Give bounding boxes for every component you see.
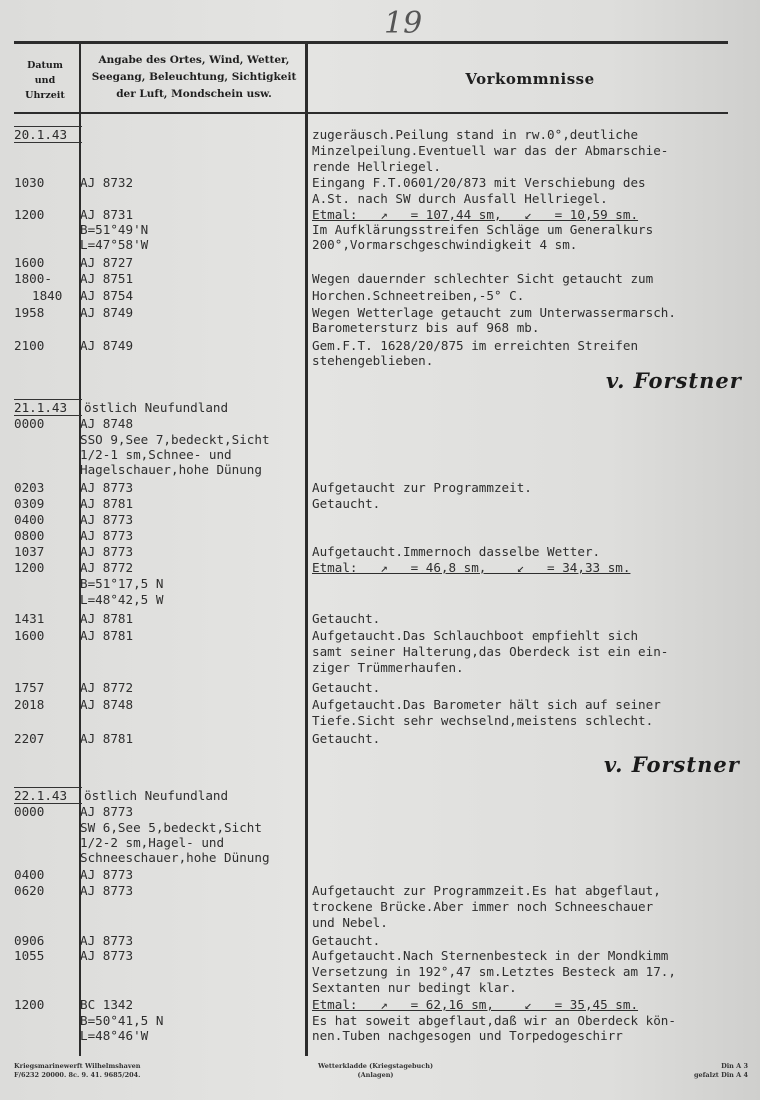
entry-time: 1030 xyxy=(14,175,45,190)
entry-place: AJ 8727 xyxy=(80,255,134,270)
entry-place: B=51°49'N xyxy=(80,222,149,237)
etmal-text: Etmal: ↗ = 46,8 sm, ↙ = 34,33 sm. xyxy=(312,560,631,575)
entry-time: 0400 xyxy=(14,512,45,527)
entry-time: 1757 xyxy=(14,680,45,695)
entry-place: AJ 8781 xyxy=(80,731,134,746)
event-text: Getaucht. xyxy=(312,933,381,948)
event-text: Getaucht. xyxy=(312,611,381,626)
position-lat: B=50°41,5 N xyxy=(80,1013,164,1028)
entry-time: 0000 xyxy=(14,804,45,819)
entry-time: 0000 xyxy=(14,416,45,431)
entry-time: 1800- xyxy=(14,271,52,286)
event-text: Getaucht. xyxy=(312,680,381,695)
event-text: A.St. nach SW durch Ausfall Hellriegel. xyxy=(312,191,608,206)
event-text: Aufgetaucht.Nach Sternenbesteck in der Mondkimm xyxy=(312,948,669,963)
event-text: und Nebel. xyxy=(312,915,388,930)
entry-place: AJ 8748 xyxy=(80,697,134,712)
event-text: 200°,Vormarschgeschwindigkeit 4 sm. xyxy=(312,237,578,252)
header-date-line: Datum xyxy=(27,60,63,71)
entry-place: AJ 8732 xyxy=(80,175,134,190)
entry-date: 21.1.43 xyxy=(14,400,68,415)
entry-time: 1055 xyxy=(14,948,45,963)
entry-time: 2207 xyxy=(14,731,45,746)
entry-place: AJ 8749 xyxy=(80,305,134,320)
entry-place: AJ 8781 xyxy=(80,628,134,643)
entry-place: AJ 8773 xyxy=(80,480,134,495)
header-place-line: Seegang, Beleuchtung, Sichtigkeit xyxy=(91,71,297,83)
position-lon: L=48°42,5 W xyxy=(80,592,164,607)
entry-place: AJ 8773 xyxy=(80,867,134,882)
footer-center xyxy=(318,1062,433,1080)
event-text: Getaucht. xyxy=(312,496,381,511)
etmal-text: Etmal: ↗ = 107,44 sm, ↙ = 10,59 sm. xyxy=(312,207,639,222)
weather-text: Schneeschauer,hohe Dünung xyxy=(80,850,270,865)
event-text: Aufgetaucht.Immernoch dasselbe Wetter. xyxy=(312,544,601,559)
footer-left xyxy=(14,1062,141,1080)
event-text: Wegen dauernder schlechter Sicht getaucht zum xyxy=(312,271,654,286)
event-text: Wegen Wetterlage getaucht zum Unterwassermarsch. xyxy=(312,305,676,320)
entry-place: AJ 8772 xyxy=(80,680,134,695)
event-text: Im Aufklärungsstreifen Schläge um Generalkurs xyxy=(312,222,654,237)
event-text: Es hat soweit abgeflaut,daß wir an Oberdeck kön- xyxy=(312,1013,676,1028)
entry-time: 2100 xyxy=(14,338,45,353)
etmal-text: Etmal: ↗ = 62,16 sm, ↙ = 35,45 sm. xyxy=(312,997,639,1012)
header-top-rule xyxy=(14,41,728,44)
event-text: Minzelpeilung.Eventuell war das der Abmarschie- xyxy=(312,143,669,158)
entry-place: AJ 8773 xyxy=(80,528,134,543)
entry-time: 0906 xyxy=(14,933,45,948)
commander-signature: v. Forstner xyxy=(606,368,742,393)
entry-time: 1037 xyxy=(14,544,45,559)
event-text: rende Hellriegel. xyxy=(312,159,441,174)
header-place-line: der Luft, Mondschein usw. xyxy=(116,88,272,100)
entry-place: L=47°58'W xyxy=(80,237,149,252)
event-text: Sextanten nur bedingt klar. xyxy=(312,980,517,995)
entry-time: 1200 xyxy=(14,560,45,575)
event-text: Eingang F.T.0601/20/873 mit Verschiebung des xyxy=(312,175,646,190)
event-text: Gem.F.T. 1628/20/875 im erreichten Streifen xyxy=(312,338,639,353)
footer-line: Kriegsmarinewerft Wilhelmshaven xyxy=(14,1062,141,1070)
header-place-line: Angabe des Ortes, Wind, Wetter, xyxy=(98,54,290,66)
entry-time: 0309 xyxy=(14,496,45,511)
event-text: zugeräusch.Peilung stand in rw.0°,deutliche xyxy=(312,127,639,142)
date-rule xyxy=(14,142,82,143)
entry-time: 0203 xyxy=(14,480,45,495)
entry-place: AJ 8773 xyxy=(80,948,134,963)
entry-time: 1200 xyxy=(14,997,45,1012)
entry-place: AJ 8731 xyxy=(80,207,134,222)
footer-line: Din A 3 xyxy=(721,1062,748,1070)
event-text: Getaucht. xyxy=(312,731,381,746)
entry-place: AJ 8748 xyxy=(80,416,134,431)
event-text: Aufgetaucht.Das Schlauchboot empfiehlt sich xyxy=(312,628,639,643)
entry-time: 1200 xyxy=(14,207,45,222)
entry-place: AJ 8773 xyxy=(80,883,134,898)
entry-date: 20.1.43 xyxy=(14,127,68,142)
footer-line: F/6232 20000. 8c. 9. 41. 9685/204. xyxy=(14,1071,141,1079)
event-text: Aufgetaucht zur Programmzeit.Es hat abgeflaut, xyxy=(312,883,661,898)
event-text: Horchen.Schneetreiben,-5° C. xyxy=(312,288,525,303)
event-text: ziger Trümmerhaufen. xyxy=(312,660,464,675)
entry-time: 1840 xyxy=(32,288,63,303)
event-text: samt seiner Halterung,das Oberdeck ist ein ein- xyxy=(312,644,669,659)
entry-place: AJ 8751 xyxy=(80,271,134,286)
entry-place: AJ 8772 xyxy=(80,560,134,575)
entry-region: östlich Neufundland xyxy=(84,400,229,415)
header-place-column xyxy=(82,52,306,103)
event-text: stehengeblieben. xyxy=(312,353,434,368)
weather-text: SW 6,See 5,bedeckt,Sicht xyxy=(80,820,262,835)
entry-place: AJ 8781 xyxy=(80,611,134,626)
header-bottom-rule xyxy=(14,112,728,114)
entry-time: 0800 xyxy=(14,528,45,543)
header-date-line: und xyxy=(34,75,56,86)
commander-signature: v. Forstner xyxy=(604,752,740,777)
event-text: Barometersturz bis auf 968 mb. xyxy=(312,320,540,335)
entry-time: 1600 xyxy=(14,255,45,270)
entry-place: AJ 8773 xyxy=(80,544,134,559)
footer-line: (Anlagen) xyxy=(357,1071,394,1079)
entry-place: AJ 8773 xyxy=(80,933,134,948)
entry-place: AJ 8754 xyxy=(80,288,134,303)
weather-text: 1/2-2 sm,Hagel- und xyxy=(80,835,225,850)
position-lon: L=48°46'W xyxy=(80,1028,149,1043)
event-text: nen.Tuben nachgesogen und Torpedogeschirr xyxy=(312,1028,623,1043)
entry-place: AJ 8749 xyxy=(80,338,134,353)
entry-date: 22.1.43 xyxy=(14,788,68,803)
weather-text: Hagelschauer,hohe Dünung xyxy=(80,462,262,477)
weather-text: SSO 9,See 7,bedeckt,Sicht xyxy=(80,432,270,447)
entry-place: AJ 8773 xyxy=(80,512,134,527)
entry-time: 1431 xyxy=(14,611,45,626)
entry-time: 1958 xyxy=(14,305,45,320)
event-text: Versetzung in 192°,47 sm.Letztes Besteck am 17., xyxy=(312,964,676,979)
entry-time: 1600 xyxy=(14,628,45,643)
entry-time: 0400 xyxy=(14,867,45,882)
footer-right xyxy=(660,1062,748,1080)
header-date-line: Uhrzeit xyxy=(25,90,65,101)
event-text: Tiefe.Sicht sehr wechselnd,meistens schlecht. xyxy=(312,713,654,728)
header-date-column xyxy=(14,58,76,103)
event-text: Aufgetaucht.Das Barometer hält sich auf seiner xyxy=(312,697,661,712)
page-number: 19 xyxy=(384,6,423,41)
event-text: Aufgetaucht zur Programmzeit. xyxy=(312,480,532,495)
footer-line: Wetterkladde (Kriegstagebuch) xyxy=(318,1062,434,1070)
weather-text: 1/2-1 sm,Schnee- und xyxy=(80,447,232,462)
entry-time: 0620 xyxy=(14,883,45,898)
event-text: trockene Brücke.Aber immer noch Schneeschauer xyxy=(312,899,654,914)
header-events-column: Vorkommnisse xyxy=(465,70,595,88)
entry-place: BC 1342 xyxy=(80,997,134,1012)
position-lat: B=51°17,5 N xyxy=(80,576,164,591)
entry-place: AJ 8781 xyxy=(80,496,134,511)
entry-time: 2018 xyxy=(14,697,45,712)
entry-place: AJ 8773 xyxy=(80,804,134,819)
footer-line: gefalzt Din A 4 xyxy=(693,1071,748,1079)
entry-region: östlich Neufundland xyxy=(84,788,229,803)
